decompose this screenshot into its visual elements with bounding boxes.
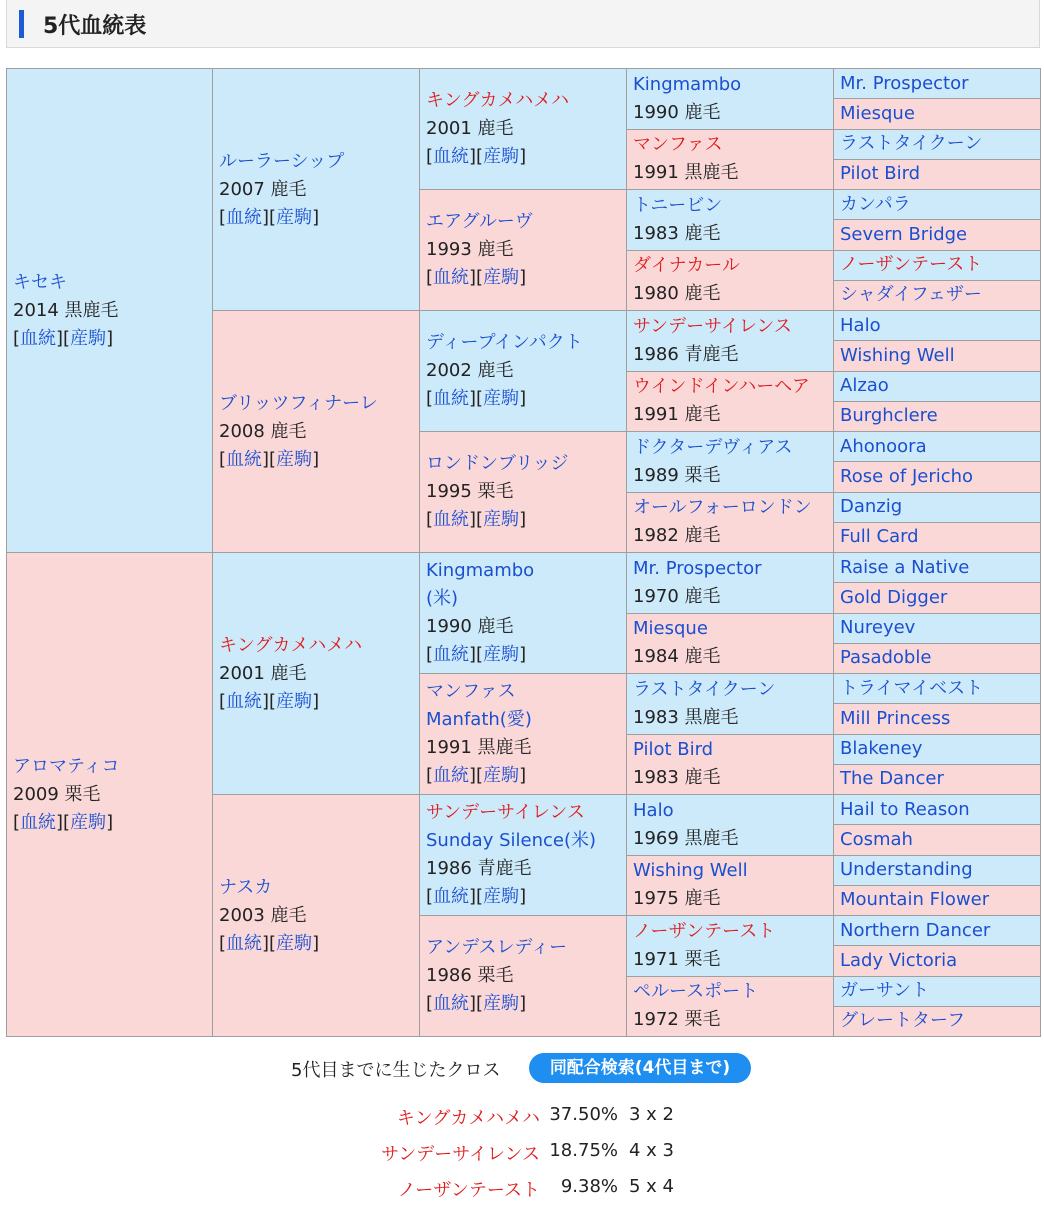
pedigree-row xyxy=(7,69,1041,99)
horse-name-link[interactable]: Lady Victoria xyxy=(840,949,958,971)
horse-name-link[interactable]: Severn Bridge xyxy=(840,223,968,245)
horse-info: 1983 黒鹿毛 xyxy=(633,706,739,728)
horse-gen3-4 xyxy=(420,553,627,674)
pedigree-link[interactable]: 血統 xyxy=(433,509,470,530)
horse-name-link[interactable]: ブリッツフィナーレ xyxy=(219,392,378,414)
horse-gen5-12[interactable] xyxy=(834,432,1041,462)
horse-name-link[interactable]: ノーザンテースト xyxy=(633,920,776,942)
horse-gen5-13[interactable] xyxy=(834,462,1041,492)
horse-info: 1990 鹿毛 xyxy=(426,616,514,637)
horse-name-link[interactable]: ガーサント xyxy=(840,980,930,1002)
horse-gen3-7 xyxy=(420,916,627,1037)
horse-info: 1982 鹿毛 xyxy=(633,525,721,547)
horse-links: [血統][産駒] xyxy=(426,267,527,288)
horse-name-link[interactable]: サンデーサイレンス xyxy=(633,315,792,337)
offspring-link[interactable]: 産駒 xyxy=(483,765,520,786)
pedigree-link[interactable]: 血統 xyxy=(226,206,263,228)
horse-name-link[interactable]: Wishing Well xyxy=(840,344,955,366)
horse-name-link[interactable]: キングカメハメハ xyxy=(219,634,363,656)
horse-name-link[interactable]: ペルースポート xyxy=(633,981,759,1003)
offspring-link[interactable]: 産駒 xyxy=(483,267,520,288)
horse-info: 1970 鹿毛 xyxy=(633,585,721,607)
horse-gen3-5 xyxy=(420,674,627,795)
horse-name-link[interactable]: ウインドインハーヘア xyxy=(633,376,810,398)
horse-gen4-3 xyxy=(627,250,834,311)
horse-gen4-4 xyxy=(627,311,834,372)
horse-gen3-3 xyxy=(420,432,627,553)
horse-gen5-5[interactable] xyxy=(834,220,1041,250)
horse-links: [血統][産駒] xyxy=(219,932,320,954)
horse-links: [血統][産駒] xyxy=(426,388,527,409)
horse-links: [血統][産駒] xyxy=(426,509,527,530)
horse-gen4-8 xyxy=(627,553,834,614)
horse-gen5-14[interactable] xyxy=(834,492,1041,522)
horse-name-link[interactable]: Nureyev xyxy=(840,617,916,639)
offspring-link[interactable]: 産駒 xyxy=(276,690,313,712)
horse-gen3-1 xyxy=(420,190,627,311)
offspring-link[interactable]: 産駒 xyxy=(483,644,520,665)
horse-info: 1983 鹿毛 xyxy=(633,222,721,244)
horse-gen4-0 xyxy=(627,69,834,130)
horse-gen4-13 xyxy=(627,855,834,916)
horse-name-link[interactable]: Burghclere xyxy=(840,405,938,427)
offspring-link[interactable]: 産駒 xyxy=(483,388,520,409)
pedigree-link[interactable]: 血統 xyxy=(226,690,263,712)
offspring-link[interactable]: 産駒 xyxy=(483,993,520,1014)
horse-name-link[interactable]: Miesque xyxy=(633,618,708,640)
horse-gen5-27[interactable] xyxy=(834,885,1041,915)
horse-gen5-19[interactable] xyxy=(834,643,1041,673)
cross-generation: 5 x 4 xyxy=(629,1176,674,1197)
cross-percent: 37.50% xyxy=(549,1104,618,1125)
offspring-link[interactable]: 産駒 xyxy=(70,327,107,349)
horse-name-link[interactable]: Halo xyxy=(840,314,881,336)
horse-links: [血統][産駒] xyxy=(426,886,527,907)
horse-name-link[interactable]: Mr. Prospector xyxy=(840,72,969,94)
horse-info: 2009 栗毛 xyxy=(13,783,101,805)
pedigree-table xyxy=(6,68,1041,1037)
horse-gen3-6 xyxy=(420,795,627,916)
horse-links: [血統][産駒] xyxy=(13,811,114,833)
horse-info: 1986 青鹿毛 xyxy=(633,343,739,365)
horse-gen3-2 xyxy=(420,311,627,432)
horse-gen5-29[interactable] xyxy=(834,946,1041,976)
horse-gen5-9[interactable] xyxy=(834,341,1041,371)
pedigree-link[interactable]: 血統 xyxy=(433,146,470,167)
pedigree-link[interactable]: 血統 xyxy=(433,644,470,665)
horse-gen5-2[interactable] xyxy=(834,129,1041,159)
horse-gen2-3 xyxy=(213,795,420,1037)
horse-gen5-20[interactable] xyxy=(834,674,1041,704)
horse-gen5-17[interactable] xyxy=(834,583,1041,613)
horse-origin-name[interactable]: Manfath(愛) xyxy=(426,709,532,730)
cross-label: 5代目までに生じたクロス xyxy=(291,1060,501,1081)
horse-gen5-30[interactable] xyxy=(834,976,1041,1006)
horse-info: 2014 黒鹿毛 xyxy=(13,299,119,321)
horse-name-link[interactable]: カンパラ xyxy=(840,193,911,215)
pedigree-link[interactable]: 血統 xyxy=(20,811,57,833)
horse-name-link[interactable]: Halo xyxy=(633,799,674,821)
offspring-link[interactable]: 産駒 xyxy=(483,146,520,167)
horse-gen5-18[interactable] xyxy=(834,613,1041,643)
offspring-link[interactable]: 産駒 xyxy=(483,886,520,907)
horse-name-link[interactable]: Wishing Well xyxy=(633,860,748,882)
horse-gen5-16[interactable] xyxy=(834,553,1041,583)
horse-name-link[interactable]: ルーラーシップ xyxy=(219,150,345,172)
horse-gen3-0 xyxy=(420,69,627,190)
pedigree-link[interactable]: 血統 xyxy=(226,448,263,470)
horse-gen5-6[interactable] xyxy=(834,250,1041,280)
horse-info: 1971 栗毛 xyxy=(633,948,721,970)
horse-name-link[interactable]: ロンドンブリッジ xyxy=(426,453,569,474)
horse-gen5-8[interactable] xyxy=(834,311,1041,341)
horse-gen2-0 xyxy=(213,69,420,311)
horse-gen4-2 xyxy=(627,190,834,251)
horse-gen4-7 xyxy=(627,492,834,553)
horse-name-link[interactable]: アロマティコ xyxy=(13,755,120,777)
horse-gen4-6 xyxy=(627,432,834,493)
horse-name-link[interactable]: ラストタイクーン xyxy=(840,133,983,155)
horse-links: [血統][産駒] xyxy=(219,448,320,470)
horse-links: [血統][産駒] xyxy=(426,146,527,167)
horse-info: 2003 鹿毛 xyxy=(219,904,307,926)
horse-info: 1991 黒鹿毛 xyxy=(633,162,739,184)
horse-gen5-31[interactable] xyxy=(834,1006,1041,1036)
horse-gen1-0 xyxy=(7,69,213,553)
header-accent-bar xyxy=(19,10,24,38)
pedigree-link[interactable]: 血統 xyxy=(433,388,470,409)
horse-name-link[interactable]: Full Card xyxy=(840,526,919,548)
offspring-link[interactable]: 産駒 xyxy=(483,509,520,530)
horse-gen4-9 xyxy=(627,613,834,674)
pedigree-link[interactable]: 血統 xyxy=(226,932,263,954)
horse-name-link[interactable]: ラストタイクーン xyxy=(633,678,776,700)
horse-gen4-1 xyxy=(627,129,834,190)
horse-name-link[interactable]: サンデーサイレンス xyxy=(426,802,585,823)
horse-info: 1972 栗毛 xyxy=(633,1009,721,1031)
horse-name-link[interactable]: マンファス xyxy=(633,134,723,156)
horse-gen5-25[interactable] xyxy=(834,825,1041,855)
horse-gen5-4[interactable] xyxy=(834,190,1041,220)
same-breeding-search-button[interactable]: 同配合検索(4代目まで) xyxy=(529,1053,751,1083)
horse-gen5-10[interactable] xyxy=(834,371,1041,401)
horse-name-link[interactable]: Miesque xyxy=(840,102,915,124)
horse-name-link[interactable]: Cosmah xyxy=(840,828,913,850)
horse-name-link[interactable]: Rose of Jericho xyxy=(840,465,974,487)
cross-percent: 9.38% xyxy=(560,1176,618,1197)
horse-gen5-0[interactable] xyxy=(834,69,1041,99)
offspring-link[interactable]: 産駒 xyxy=(276,448,313,470)
horse-info: 1975 鹿毛 xyxy=(633,888,721,910)
horse-info: 1991 鹿毛 xyxy=(633,404,721,426)
pedigree-row xyxy=(7,553,1041,583)
pedigree-link[interactable]: 血統 xyxy=(433,267,470,288)
horse-gen5-1[interactable] xyxy=(834,99,1041,129)
horse-gen5-7[interactable] xyxy=(834,280,1041,310)
horse-name-link[interactable]: Mr. Prospector xyxy=(633,557,762,579)
horse-gen4-5 xyxy=(627,371,834,432)
cross-horse-name: キングカメハメハ xyxy=(396,1108,540,1129)
horse-name-link[interactable]: Danzig xyxy=(840,496,903,518)
horse-info: 1989 栗毛 xyxy=(633,464,721,486)
horse-gen1-1 xyxy=(7,553,213,1037)
horse-name-link[interactable]: Hail to Reason xyxy=(840,798,970,820)
horse-name-link[interactable]: Mill Princess xyxy=(840,707,951,729)
pedigree-link[interactable]: 血統 xyxy=(433,886,470,907)
pedigree-link[interactable]: 血統 xyxy=(433,765,470,786)
cross-generation: 4 x 3 xyxy=(629,1140,674,1161)
horse-links: [血統][産駒] xyxy=(426,644,527,665)
cross-item xyxy=(0,1176,1044,1202)
horse-name-link[interactable]: Pilot Bird xyxy=(840,163,921,185)
horse-links: [血統][産駒] xyxy=(13,327,114,349)
horse-name-link[interactable]: Northern Dancer xyxy=(840,919,991,941)
horse-name-link[interactable]: トライマイベスト xyxy=(840,677,984,699)
horse-gen4-11 xyxy=(627,734,834,795)
horse-gen5-22[interactable] xyxy=(834,734,1041,764)
horse-info: 1990 鹿毛 xyxy=(633,101,721,123)
pedigree-link[interactable]: 血統 xyxy=(20,327,57,349)
cross-item xyxy=(0,1104,1044,1130)
horse-name-link[interactable]: Gold Digger xyxy=(840,586,948,608)
horse-name-link[interactable]: ダイナカール xyxy=(633,255,740,277)
horse-name-link[interactable]: シャダイフェザー xyxy=(840,284,982,306)
offspring-link[interactable]: 産駒 xyxy=(276,206,313,228)
horse-name-link[interactable]: オールフォーロンドン xyxy=(633,497,812,519)
horse-gen5-3[interactable] xyxy=(834,159,1041,189)
offspring-link[interactable]: 産駒 xyxy=(276,932,313,954)
horse-info: 2008 鹿毛 xyxy=(219,420,307,442)
cross-header xyxy=(0,1053,1044,1083)
horse-info: 2001 鹿毛 xyxy=(426,118,514,139)
horse-gen5-15[interactable] xyxy=(834,522,1041,552)
horse-name-link[interactable]: Mountain Flower xyxy=(840,889,990,911)
horse-gen5-11[interactable] xyxy=(834,401,1041,431)
horse-gen5-24[interactable] xyxy=(834,795,1041,825)
horse-gen5-28[interactable] xyxy=(834,916,1041,946)
horse-info: 1986 青鹿毛 xyxy=(426,858,532,879)
horse-name-link[interactable]: グレートターフ xyxy=(840,1010,966,1032)
horse-info: 1983 鹿毛 xyxy=(633,767,721,789)
horse-name-link[interactable]: ドクターデヴィアス xyxy=(633,436,793,458)
horse-links: [血統][産駒] xyxy=(426,765,527,786)
page-title: 5代血統表 xyxy=(43,14,147,39)
horse-gen2-1 xyxy=(213,311,420,553)
cross-percent: 18.75% xyxy=(549,1140,618,1161)
horse-origin-name[interactable]: Sunday Silence(米) xyxy=(426,830,596,851)
pedigree-link[interactable]: 血統 xyxy=(433,993,470,1014)
horse-gen2-2 xyxy=(213,553,420,795)
horse-info: 1995 栗毛 xyxy=(426,481,514,502)
horse-name-link[interactable]: Blakeney xyxy=(840,738,923,760)
horse-info: 1969 黒鹿毛 xyxy=(633,827,739,849)
horse-gen4-14 xyxy=(627,916,834,977)
horse-name-link[interactable]: Ahonoora xyxy=(840,435,927,457)
cross-item xyxy=(0,1140,1044,1166)
horse-name-link[interactable]: エアグルーヴ xyxy=(426,211,533,232)
horse-gen5-21[interactable] xyxy=(834,704,1041,734)
horse-links: [血統][産駒] xyxy=(219,206,320,228)
horse-gen5-26[interactable] xyxy=(834,855,1041,885)
horse-name-link[interactable]: ディープインパクト xyxy=(426,332,583,353)
horse-name-link[interactable]: ナスカ xyxy=(219,876,273,898)
horse-gen4-15 xyxy=(627,976,834,1037)
horse-name-link[interactable]: ノーザンテースト xyxy=(840,254,983,276)
horse-info: 1984 鹿毛 xyxy=(633,646,721,668)
horse-gen4-10 xyxy=(627,674,834,735)
horse-info: 1991 黒鹿毛 xyxy=(426,737,532,758)
horse-info: 1993 鹿毛 xyxy=(426,239,514,260)
horse-name-link[interactable]: The Dancer xyxy=(840,768,944,790)
offspring-link[interactable]: 産駒 xyxy=(70,811,107,833)
horse-name-link[interactable]: Kingmambo xyxy=(426,560,535,581)
horse-info: 1980 鹿毛 xyxy=(633,283,721,305)
horse-info: 2002 鹿毛 xyxy=(426,360,514,381)
horse-name-link[interactable]: Alzao xyxy=(840,375,889,397)
horse-name-link[interactable]: Pilot Bird xyxy=(633,739,714,761)
cross-horse-name: サンデーサイレンス xyxy=(381,1144,540,1165)
horse-name-link[interactable]: Pasadoble xyxy=(840,647,932,669)
horse-links: [血統][産駒] xyxy=(219,690,320,712)
horse-name-link[interactable]: マンファス xyxy=(426,681,516,702)
horse-links: [血統][産駒] xyxy=(426,993,527,1014)
horse-info: 2001 鹿毛 xyxy=(219,662,307,684)
horse-name-link[interactable]: アンデスレディー xyxy=(426,937,568,958)
horse-gen5-23[interactable] xyxy=(834,764,1041,794)
horse-name-link[interactable]: Kingmambo xyxy=(633,73,742,95)
cross-generation: 3 x 2 xyxy=(629,1104,674,1125)
horse-gen4-12 xyxy=(627,795,834,856)
horse-name-link[interactable]: キセキ xyxy=(13,271,67,293)
horse-name-link[interactable]: Understanding xyxy=(840,859,973,881)
horse-origin-name[interactable]: (米) xyxy=(426,588,459,609)
horse-name-link[interactable]: Raise a Native xyxy=(840,556,970,578)
cross-horse-name: ノーザンテースト xyxy=(397,1180,540,1201)
horse-name-link[interactable]: トニービン xyxy=(633,194,723,216)
horse-name-link[interactable]: キングカメハメハ xyxy=(426,90,570,111)
section-header xyxy=(6,0,1040,48)
horse-info: 1986 栗毛 xyxy=(426,965,514,986)
horse-info: 2007 鹿毛 xyxy=(219,178,307,200)
